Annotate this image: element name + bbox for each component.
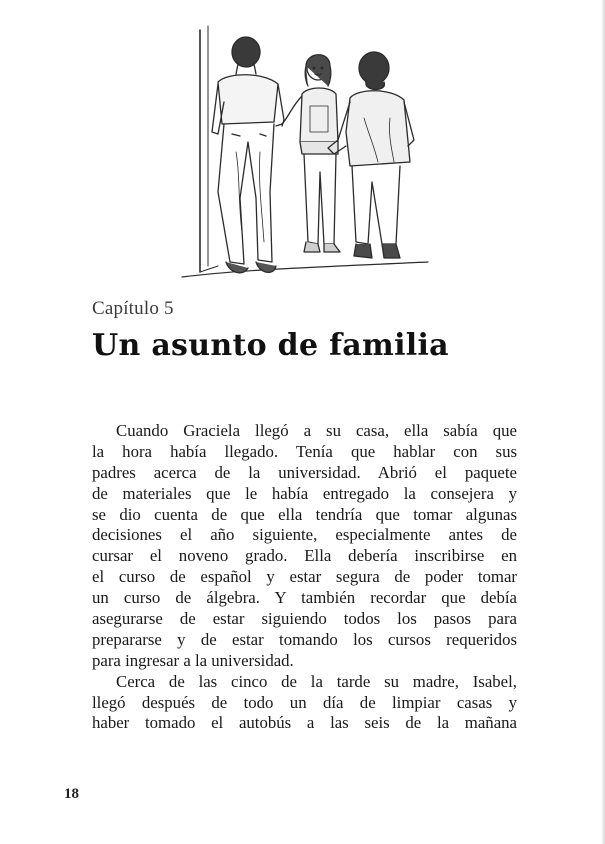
body-line: prepararse y de estar tomando los cursos requeridos <box>92 629 517 649</box>
body-line: llegó después de todo un día de limpiar casas y <box>92 692 517 712</box>
body-line: asegurarse de estar siguiendo todos los pasos para <box>92 609 517 629</box>
body-text <box>92 421 517 734</box>
body-line: padres acerca de la universidad. Abrió el paquete <box>92 462 517 482</box>
body-line: un curso de álgebra. Y también recordar que debía <box>92 588 517 608</box>
body-line: de materiales que le había entregado la consejera y <box>92 483 517 503</box>
body-line: se dio cuenta de que ella tendría que tomar algunas <box>92 504 517 524</box>
chapter-label: Capítulo 5 <box>92 298 174 319</box>
chapter-title: Un asunto de familia <box>92 328 449 363</box>
body-line: el curso de español y estar segura de poder tomar <box>92 567 517 587</box>
body-line: Cerca de las cinco de la tarde su madre, Isabel, <box>116 671 517 691</box>
body-line: la hora había llegado. Tenía que hablar con sus <box>92 441 517 461</box>
body-line: cursar el noveno grado. Ella debería inscribirse en <box>92 546 517 566</box>
body-line: Cuando Graciela llegó a su casa, ella sabía que <box>116 421 517 440</box>
page-number: 18 <box>64 786 79 802</box>
family-illustration <box>178 22 440 284</box>
body-line: para ingresar a la universidad. <box>92 650 294 670</box>
body-line: haber tomado el autobús a las seis de la mañana <box>92 713 517 733</box>
page-edge <box>601 0 605 844</box>
body-line: decisiones el año siguiente, especialmente antes de <box>92 525 517 545</box>
